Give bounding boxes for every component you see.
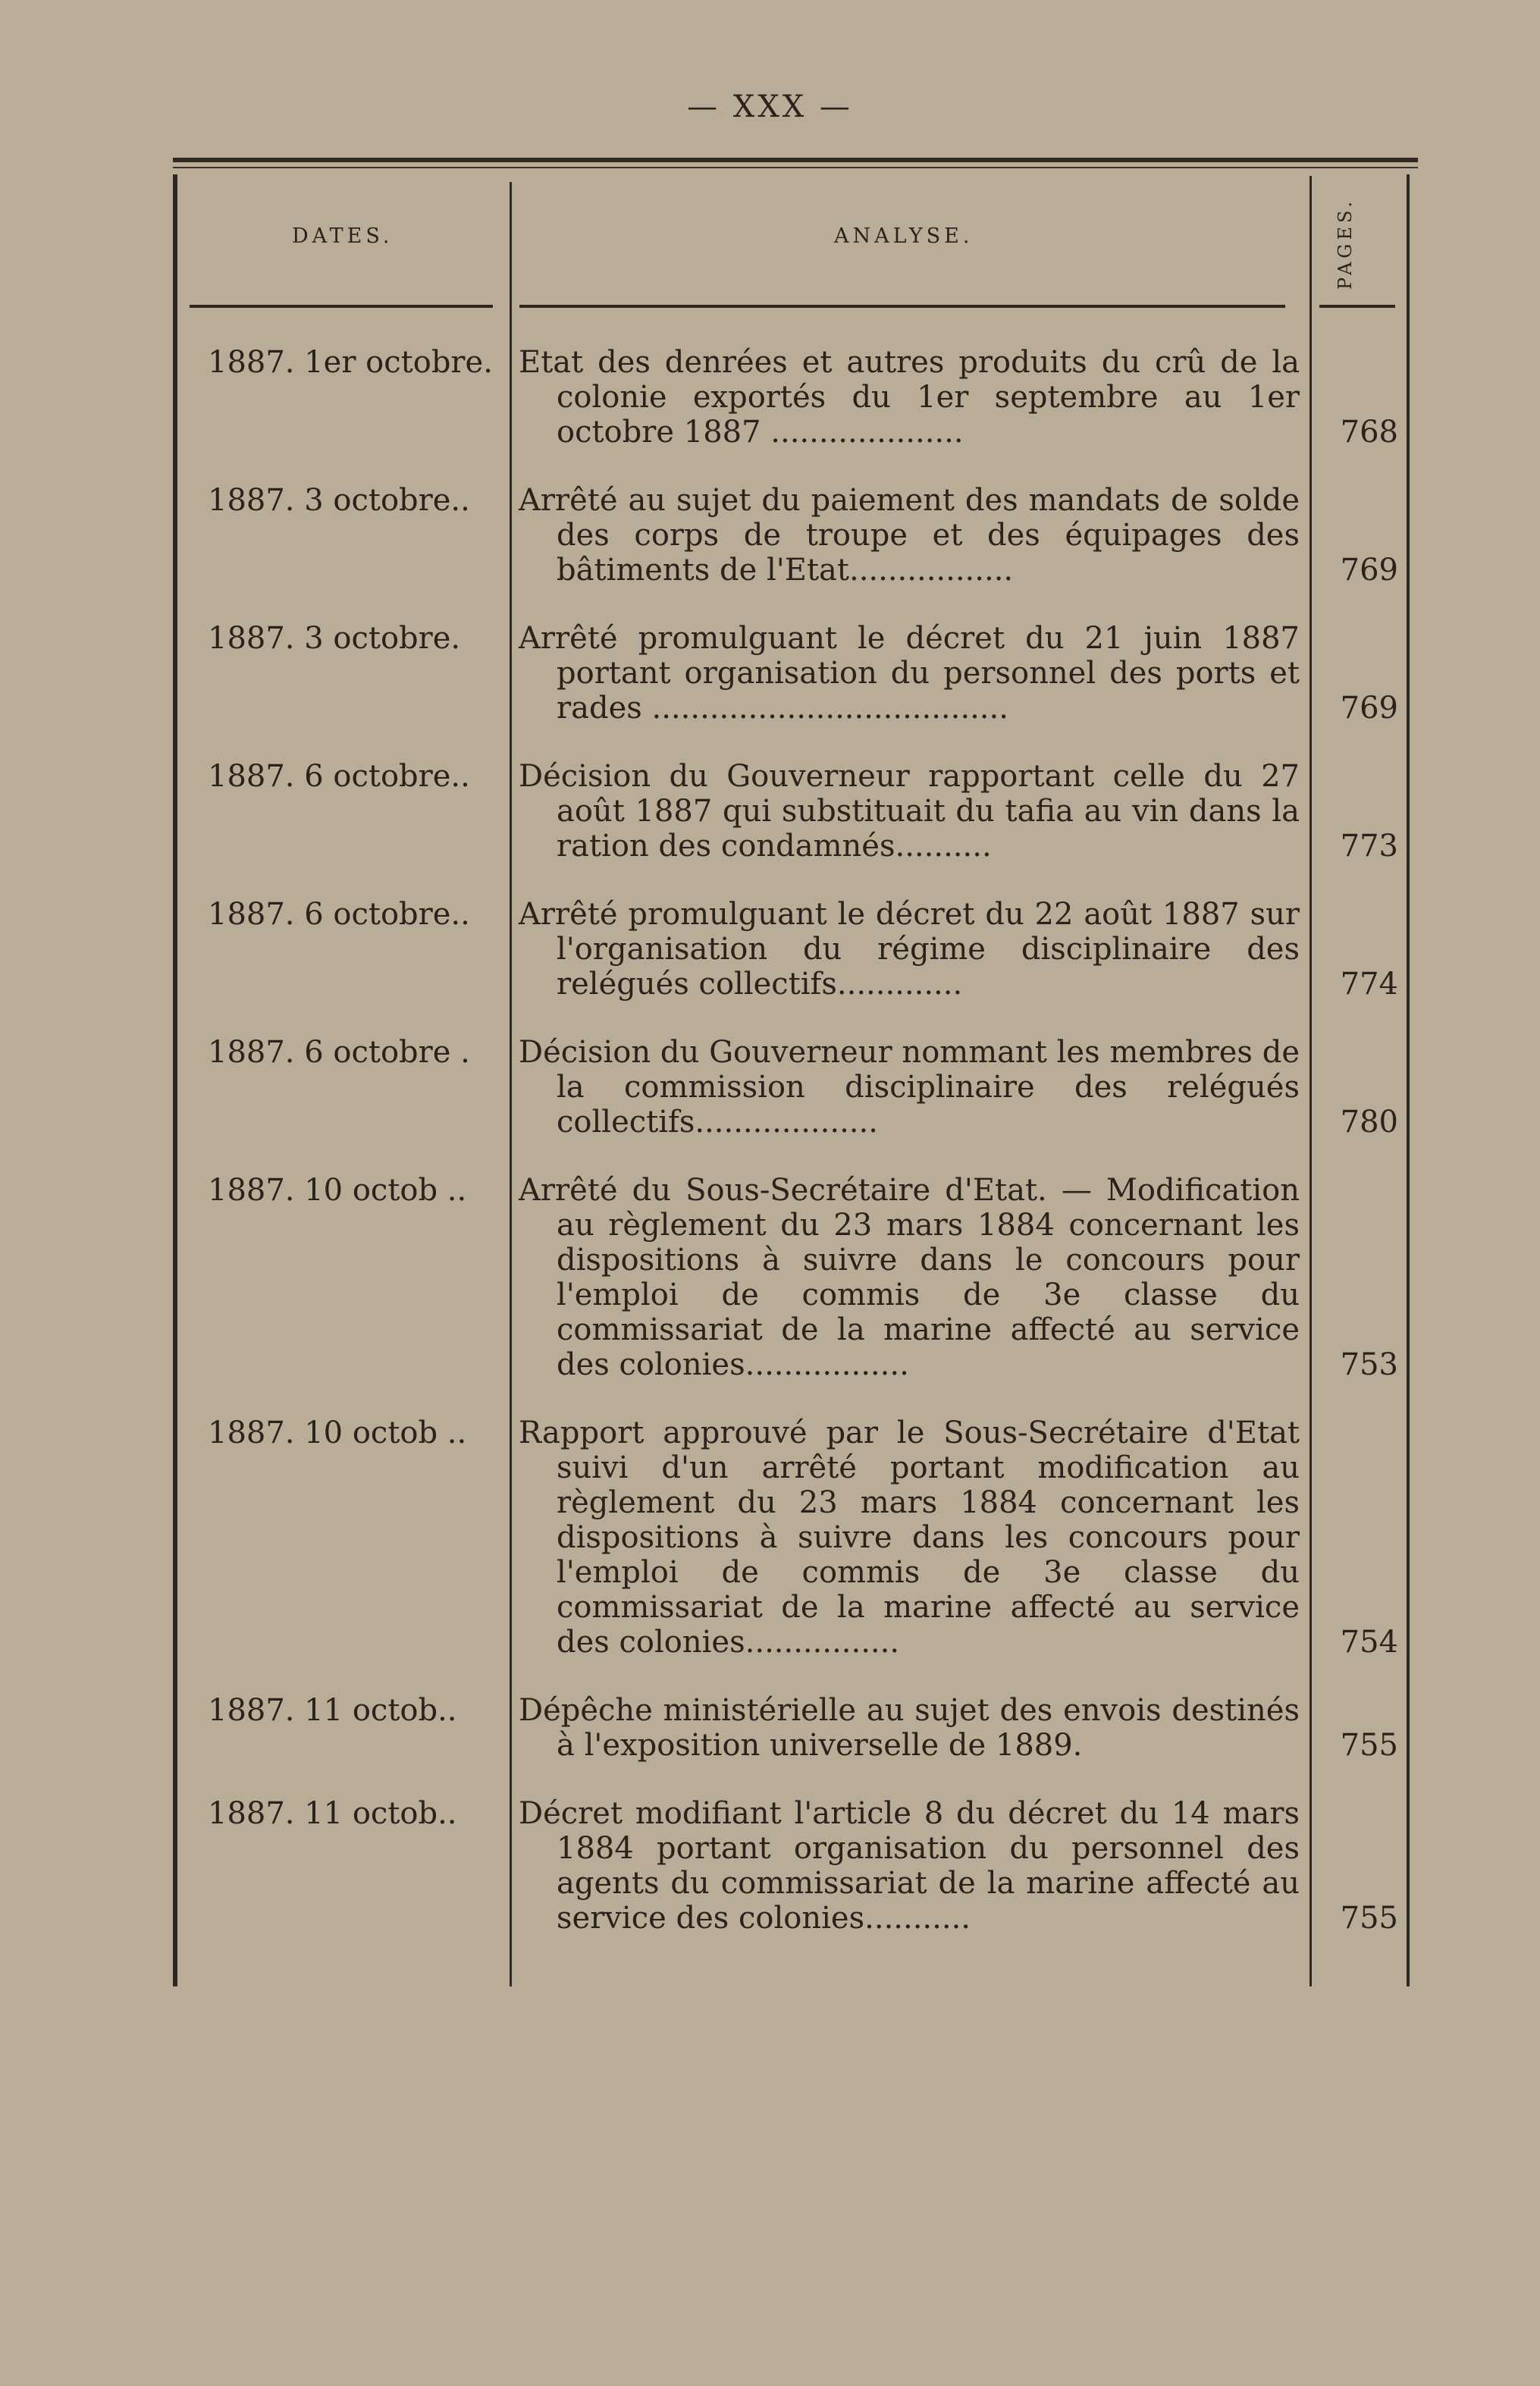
entry-analysis-text: Arrêté promulguant le décret du 22 août 1887 sur l'organisation du régime disciplinaire des relégués collectifs............. bbox=[519, 897, 1300, 1002]
entry-analysis-cell bbox=[177, 483, 1307, 588]
entry-analysis-cell bbox=[177, 759, 1307, 864]
table-right-border bbox=[1407, 174, 1410, 1986]
entry-analysis-text: Etat des denrées et autres produits du crû de la colonie exportés du 1er septembre au 1er octobre 1887 .................... bbox=[519, 345, 1300, 450]
entry-analysis-text: Décision du Gouverneur rapportant celle du 27 août 1887 qui substituait du tafia au vin dans la ration des condamnés.......... bbox=[519, 759, 1300, 864]
entry-analysis-text: Décret modifiant l'article 8 du décret du 14 mars 1884 portant organisation du personnel des agents du commissariat de la marine affecté au service des colonies........... bbox=[519, 1796, 1300, 1936]
table-row bbox=[177, 621, 1406, 726]
entries-list bbox=[177, 345, 1406, 1969]
header-rule-pages bbox=[1319, 305, 1395, 308]
entry-analysis-cell bbox=[177, 1416, 1307, 1660]
entry-page-number: 773 bbox=[1340, 829, 1398, 864]
entry-analysis-cell bbox=[177, 621, 1307, 726]
entry-date: 1887. 3 octobre. bbox=[208, 621, 461, 656]
table-row bbox=[177, 897, 1406, 1002]
page-header: — XXX — bbox=[687, 89, 853, 124]
entry-date: 1887. 10 octob .. bbox=[208, 1416, 467, 1450]
entry-analysis-text: Arrêté promulguant le décret du 21 juin 1887 portant organisation du personnel des ports et rades ..................................... bbox=[519, 621, 1300, 726]
entry-page-number: 768 bbox=[1340, 415, 1398, 450]
entry-page-number: 769 bbox=[1340, 691, 1398, 726]
entry-date: 1887. 11 octob.. bbox=[208, 1796, 457, 1831]
entry-page-number: 754 bbox=[1340, 1625, 1398, 1660]
entry-analysis-cell bbox=[177, 345, 1307, 450]
entry-analysis-cell bbox=[177, 1173, 1307, 1382]
table-row bbox=[177, 1796, 1406, 1936]
entry-date: 1887. 6 octobre . bbox=[208, 1035, 470, 1070]
table-row bbox=[177, 1035, 1406, 1140]
entry-analysis-cell bbox=[177, 1693, 1307, 1763]
header-rule-dates bbox=[190, 305, 493, 308]
table-top-rule bbox=[173, 158, 1418, 162]
entry-page-number: 780 bbox=[1340, 1105, 1398, 1140]
header-rule-analyse bbox=[519, 305, 1285, 308]
entry-analysis-cell bbox=[177, 897, 1307, 1002]
entry-date: 1887. 1er octobre. bbox=[208, 345, 493, 380]
entry-date: 1887. 6 octobre.. bbox=[208, 897, 470, 932]
entry-date: 1887. 3 octobre.. bbox=[208, 483, 470, 518]
entry-date: 1887. 11 octob.. bbox=[208, 1693, 457, 1728]
column-header-pages: PAGES. bbox=[1335, 197, 1356, 290]
entry-analysis-text: Décision du Gouverneur nommant les membres de la commission disciplinaire des relégués collectifs................... bbox=[519, 1035, 1300, 1140]
entry-page-number: 769 bbox=[1340, 553, 1398, 588]
entry-analysis-text: Rapport approuvé par le Sous-Secrétaire d'Etat suivi d'un arrêté portant modification au règlement du 23 mars 1884 concernant les dispositions à suivre dans les concours pour l'emploi de commis de 3e classe du commissariat de la marine affecté au service des colonies................ bbox=[519, 1416, 1300, 1660]
table-row bbox=[177, 345, 1406, 450]
entry-analysis-text: Arrêté au sujet du paiement des mandats de solde des corps de troupe et des équipages des bâtiments de l'Etat................. bbox=[519, 483, 1300, 588]
table-top-rule-thin bbox=[173, 167, 1418, 168]
table-row bbox=[177, 1693, 1406, 1763]
table-row bbox=[177, 1416, 1406, 1660]
column-header-dates: DATES. bbox=[292, 224, 394, 248]
entry-page-number: 755 bbox=[1340, 1901, 1398, 1936]
table-row bbox=[177, 759, 1406, 864]
entry-analysis-cell bbox=[177, 1035, 1307, 1140]
entry-analysis-cell bbox=[177, 1796, 1307, 1936]
table-row bbox=[177, 1173, 1406, 1382]
entry-analysis-text: Dépêche ministérielle au sujet des envois destinés à l'exposition universelle de 1889. bbox=[519, 1693, 1300, 1763]
entry-page-number: 774 bbox=[1340, 967, 1398, 1002]
entry-analysis-text: Arrêté du Sous-Secrétaire d'Etat. — Modification au règlement du 23 mars 1884 concernant les dispositions à suivre dans le concours pour l'emploi de commis de 3e classe du commissariat de la marine affecté au service des colonies................. bbox=[519, 1173, 1300, 1382]
entry-page-number: 755 bbox=[1340, 1728, 1398, 1763]
entry-date: 1887. 10 octob .. bbox=[208, 1173, 467, 1208]
entry-page-number: 753 bbox=[1340, 1347, 1398, 1382]
table-row bbox=[177, 483, 1406, 588]
entry-date: 1887. 6 octobre.. bbox=[208, 759, 470, 794]
column-header-analyse: ANALYSE. bbox=[834, 224, 974, 248]
